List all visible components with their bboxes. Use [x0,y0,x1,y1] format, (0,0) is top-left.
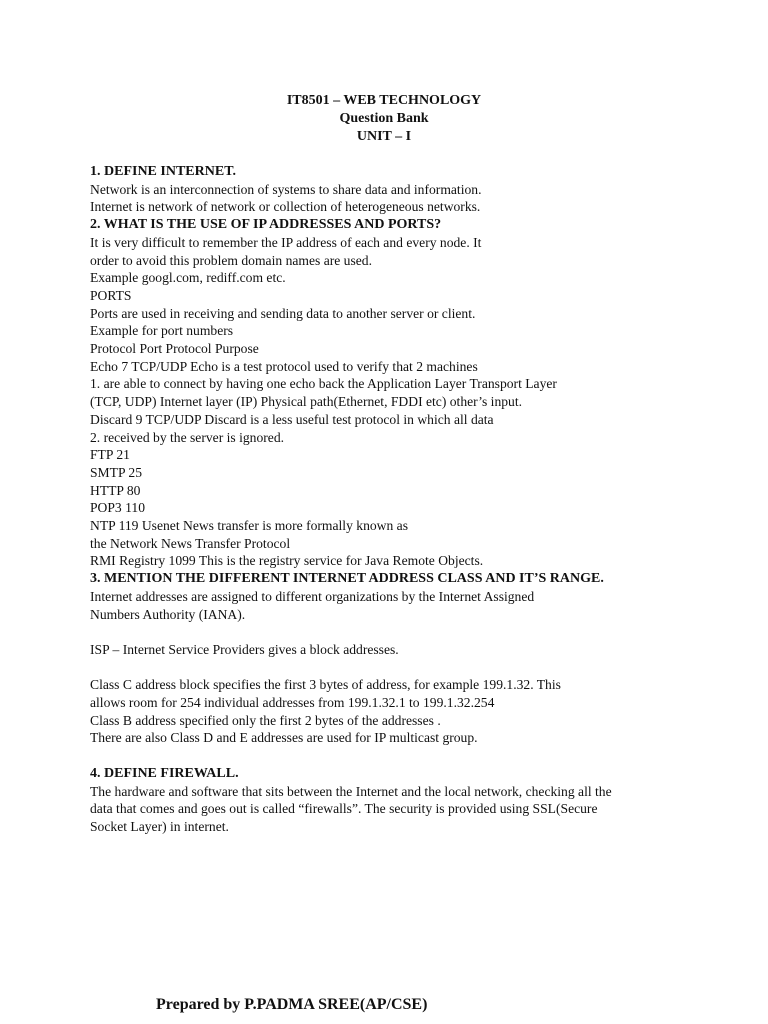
answer-line: Discard 9 TCP/UDP Discard is a less useful test protocol in which all data [90,411,494,427]
answer-line: Class C address block specifies the first 3 bytes of address, for example 199.1.32. This [90,677,561,693]
question-4-title: 4. DEFINE FIREWALL. [90,765,239,781]
document-body [90,163,690,836]
answer-line: Numbers Authority (IANA). [90,606,246,622]
answer-line: Network is an interconnection of systems to share data and information. [90,181,482,197]
answer-line: There are also Class D and E addresses are used for IP multicast group. [90,730,478,746]
question-2-title: 2. WHAT IS THE USE OF IP ADDRESSES AND PORTS? [90,217,442,233]
unit-label: UNIT – I [356,129,412,144]
paragraph-gap [90,623,690,641]
answer-line: 2. received by the server is ignored. [90,429,285,445]
answer-line: Example for port numbers [90,323,234,339]
answer-line: POP3 110 [90,500,146,516]
answer-line: SMTP 25 [90,464,142,480]
answer-line: HTTP 80 [90,482,141,498]
answer-line: order to avoid this problem domain names are used. [90,252,372,268]
answer-line: Class B address specified only the first 2 bytes of the addresses . [90,712,441,728]
question-3-title: 3. MENTION THE DIFFERENT INTERNET ADDRESS CLASS AND IT’S RANGE. [90,571,604,587]
course-title: IT8501 – WEB TECHNOLOGY [286,93,482,108]
document-footer: Prepared by P.PADMA SREE(AP/CSE) [156,996,428,1013]
answer-line: Socket Layer) in internet. [90,818,229,834]
answer-line: (TCP, UDP) Internet layer (IP) Physical path(Ethernet, FDDI etc) other’s input. [90,394,523,410]
answer-line: PORTS [90,287,132,303]
answer-line: Protocol Port Protocol Purpose [90,341,259,357]
answer-line: Internet addresses are assigned to different organizations by the Internet Assigned [90,588,535,604]
answer-line: allows room for 254 individual addresses from 199.1.32.1 to 199.1.32.254 [90,695,495,711]
answer-line: Example googl.com, rediff.com etc. [90,270,286,286]
question-1-title: 1. DEFINE INTERNET. [90,164,236,179]
paragraph-gap [90,747,690,765]
answer-line: Ports are used in receiving and sending data to another server or client. [90,305,476,321]
answer-line: Internet is network of network or collection of heterogeneous networks. [90,199,481,215]
paragraph-gap [90,659,690,677]
answer-line: 1. are able to connect by having one echo back the Application Layer Transport Layer [90,376,557,392]
answer-line: The hardware and software that sits between the Internet and the local network, checking all the [90,783,612,799]
answer-line: RMI Registry 1099 This is the registry service for Java Remote Objects. [90,553,484,569]
answer-line: FTP 21 [90,447,130,463]
answer-line: the Network News Transfer Protocol [90,535,291,551]
answer-line: It is very difficult to remember the IP address of each and every node. It [90,234,482,250]
document-header [0,92,768,146]
answer-line: ISP – Internet Service Providers gives a block addresses. [90,641,399,657]
answer-line: data that comes and goes out is called “firewalls”. The security is provided using SSL(Secure [90,801,598,817]
answer-line: NTP 119 Usenet News transfer is more formally known as [90,518,408,534]
document-type: Question Bank [339,111,429,126]
answer-line: Echo 7 TCP/UDP Echo is a test protocol used to verify that 2 machines [90,358,478,374]
